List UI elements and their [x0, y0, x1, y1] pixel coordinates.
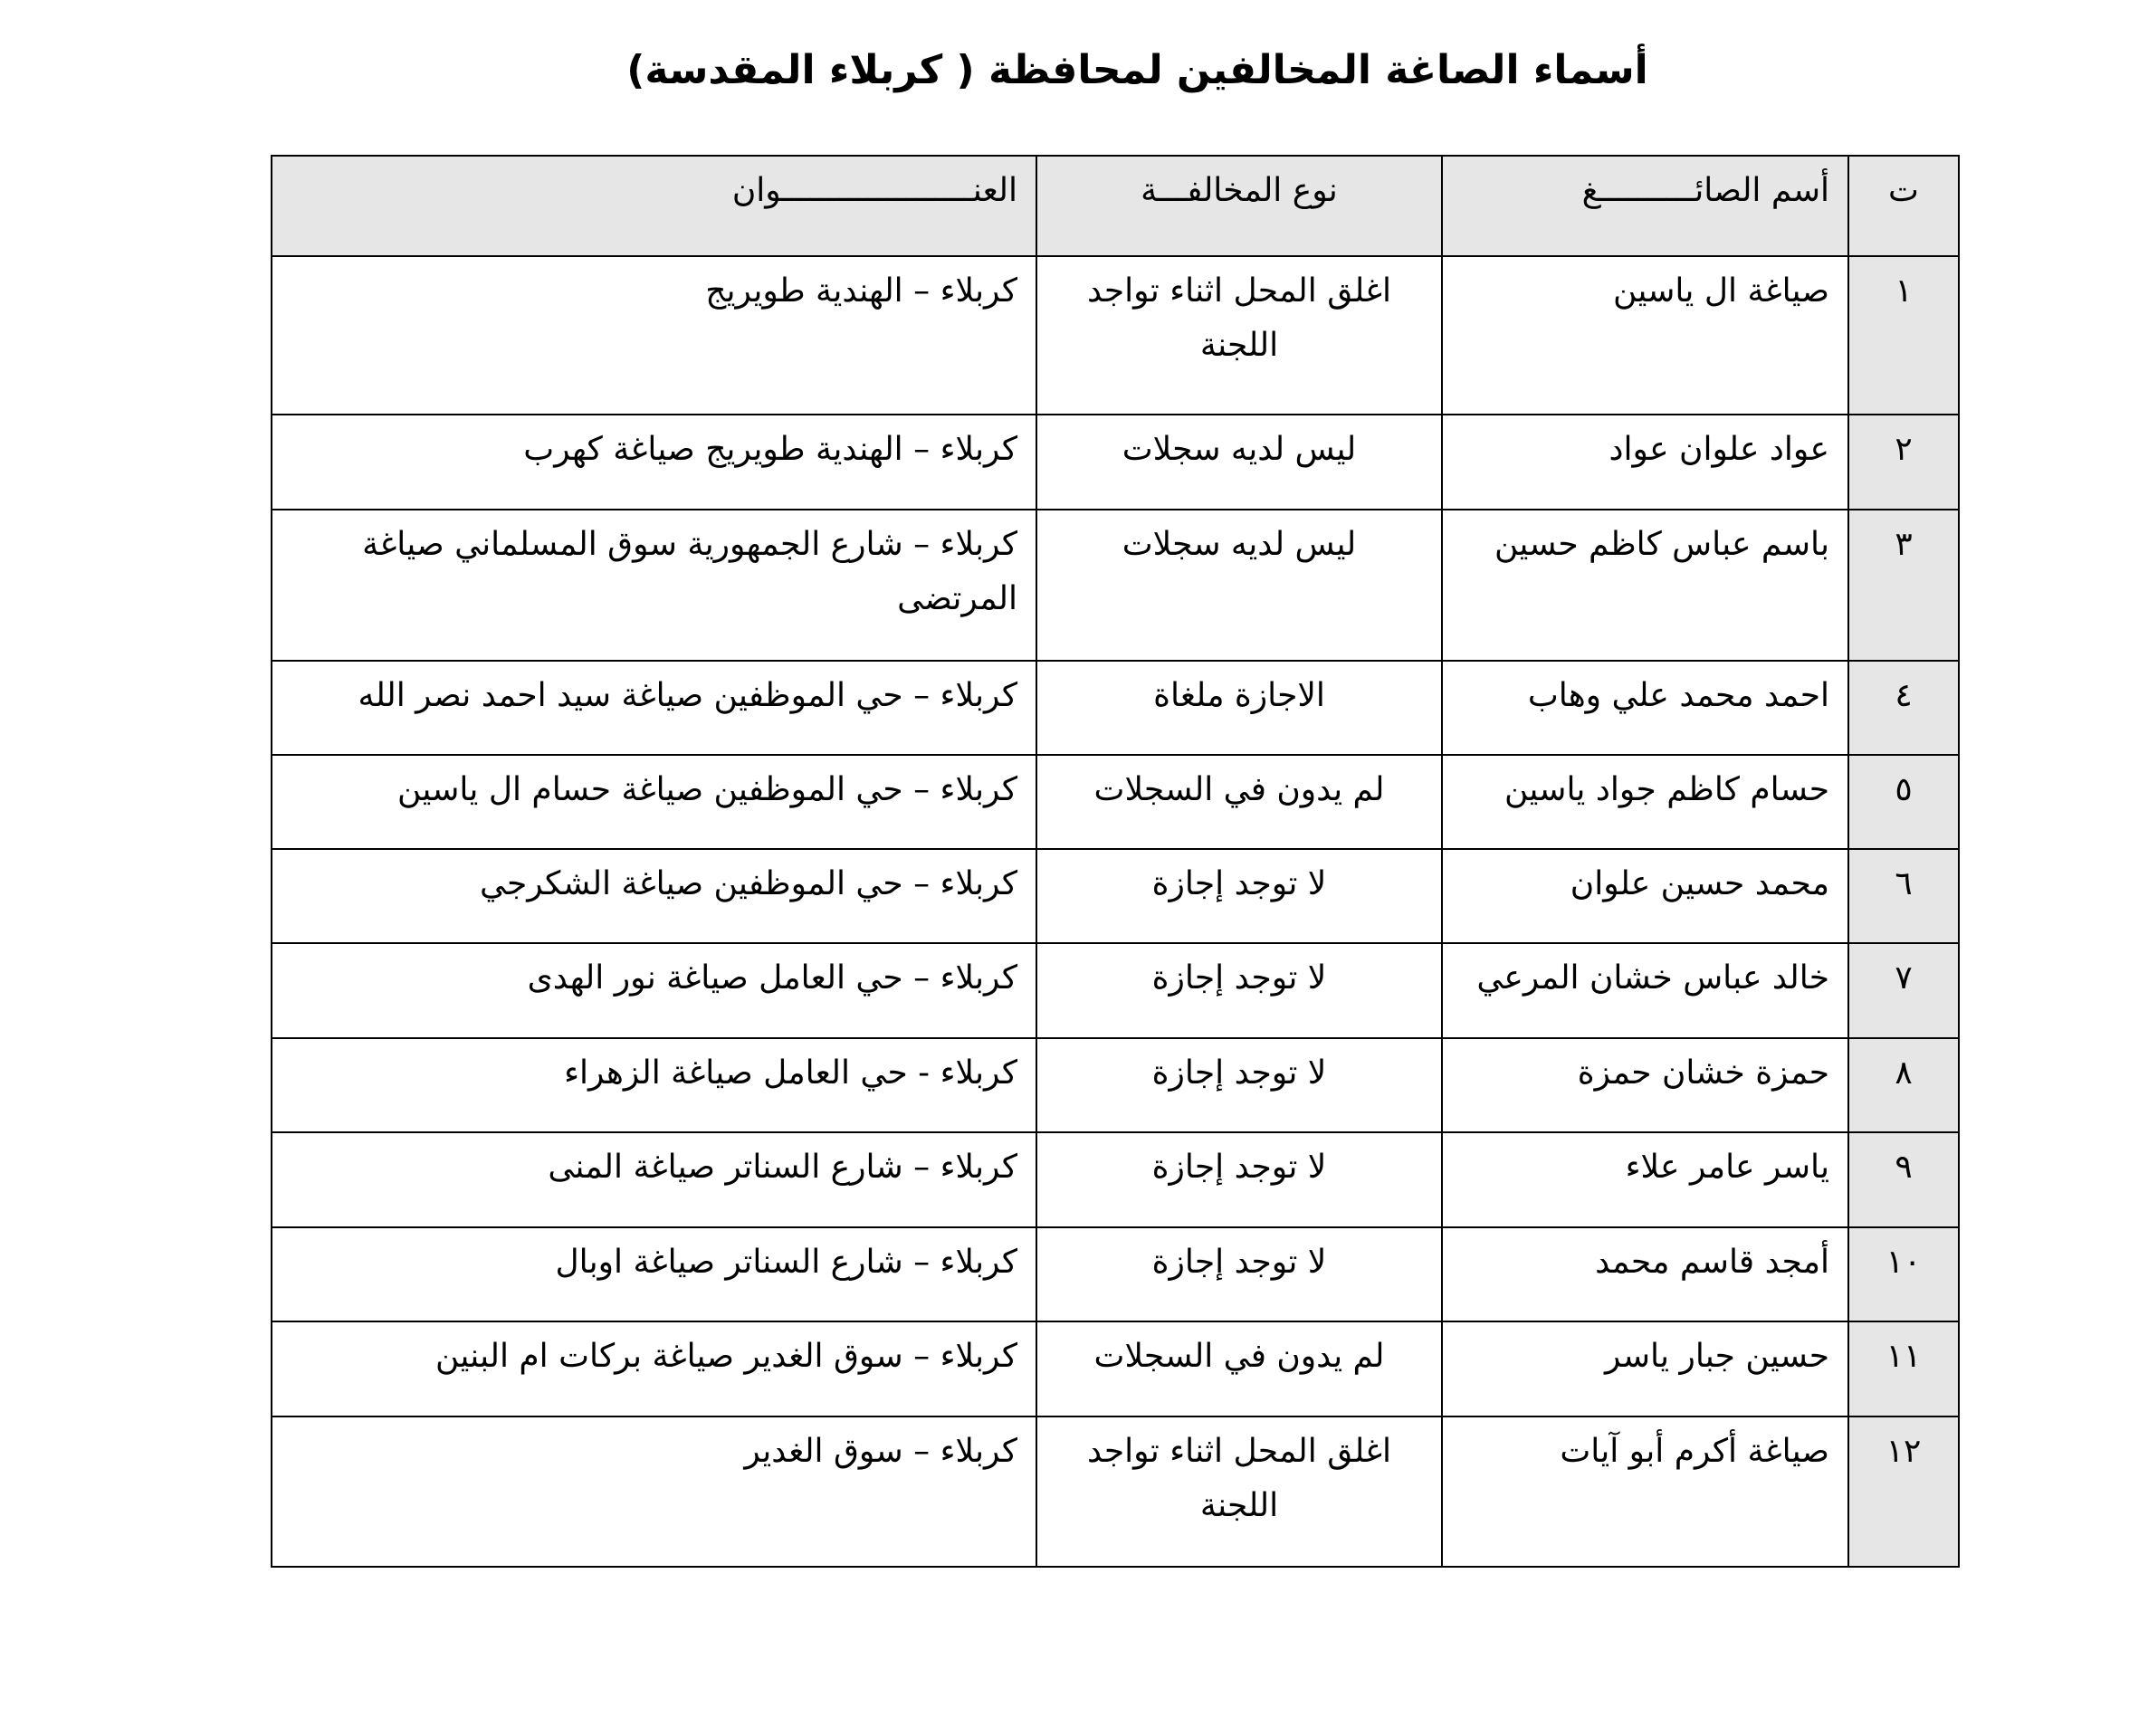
row-name: حسام كاظم جواد ياسين	[1442, 755, 1848, 849]
row-type: لا توجد إجازة	[1036, 1227, 1442, 1321]
row-num: ٩	[1848, 1132, 1959, 1227]
table-row	[272, 1321, 1959, 1416]
row-address: كربلاء – الهندية طويريج صياغة كهرب	[272, 415, 1036, 510]
table-row	[272, 755, 1959, 849]
row-num: ١	[1848, 256, 1959, 415]
row-name: باسم عباس كاظم حسين	[1442, 510, 1848, 661]
row-type: اغلق المحل اثناء تواجد اللجنة	[1036, 1416, 1442, 1567]
row-num: ١٢	[1848, 1416, 1959, 1567]
row-num: ٦	[1848, 849, 1959, 943]
row-address: كربلاء – شارع الجمهورية سوق المسلماني صياغة المرتضى	[272, 510, 1036, 661]
row-type: ليس لديه سجلات	[1036, 510, 1442, 661]
row-name: ياسر عامر علاء	[1442, 1132, 1848, 1227]
header-type: نوع المخالفـــة	[1036, 156, 1442, 256]
table-row	[272, 415, 1959, 510]
header-address: العنــــــــــــــــــــوان	[272, 156, 1036, 256]
row-num: ٢	[1848, 415, 1959, 510]
row-address: كربلاء – سوق الغدير صياغة بركات ام البنين	[272, 1321, 1036, 1416]
table-row	[272, 510, 1959, 661]
row-name: احمد محمد علي وهاب	[1442, 661, 1848, 755]
row-num: ١٠	[1848, 1227, 1959, 1321]
row-name: حسين جبار ياسر	[1442, 1321, 1848, 1416]
violations-table	[271, 155, 1960, 1568]
page-title: أسماء الصاغة المخالفين لمحافظة ( كربلاء المقدسة)	[626, 47, 1648, 93]
row-num: ٧	[1848, 943, 1959, 1038]
row-num: ٣	[1848, 510, 1959, 661]
row-type: لا توجد إجازة	[1036, 849, 1442, 943]
row-name: حمزة خشان حمزة	[1442, 1038, 1848, 1132]
row-num: ٥	[1848, 755, 1959, 849]
table-row	[272, 256, 1959, 415]
row-type: لم يدون في السجلات	[1036, 1321, 1442, 1416]
row-name: عواد علوان عواد	[1442, 415, 1848, 510]
table-row	[272, 661, 1959, 755]
table-row	[272, 1038, 1959, 1132]
row-type: لا توجد إجازة	[1036, 1132, 1442, 1227]
table-row	[272, 1132, 1959, 1227]
row-address: كربلاء – حي الموظفين صياغة سيد احمد نصر الله	[272, 661, 1036, 755]
row-address: كربلاء - حي العامل صياغة الزهراء	[272, 1038, 1036, 1132]
row-type: لم يدون في السجلات	[1036, 755, 1442, 849]
row-num: ١١	[1848, 1321, 1959, 1416]
table-row	[272, 1416, 1959, 1567]
table-header-row	[272, 156, 1959, 256]
row-address: كربلاء – حي الموظفين صياغة الشكرجي	[272, 849, 1036, 943]
row-name: محمد حسين علوان	[1442, 849, 1848, 943]
row-num: ٨	[1848, 1038, 1959, 1132]
row-num: ٤	[1848, 661, 1959, 755]
table-row	[272, 943, 1959, 1038]
table-row	[272, 1227, 1959, 1321]
row-address: كربلاء – سوق الغدير	[272, 1416, 1036, 1567]
row-name: صياغة ال ياسين	[1442, 256, 1848, 415]
row-name: صياغة أكرم أبو آيات	[1442, 1416, 1848, 1567]
table-row	[272, 849, 1959, 943]
row-type: لا توجد إجازة	[1036, 1038, 1442, 1132]
row-type: لا توجد إجازة	[1036, 943, 1442, 1038]
row-type: اغلق المحل اثناء تواجد اللجنة	[1036, 256, 1442, 415]
row-address: كربلاء – الهندية طويريج	[272, 256, 1036, 415]
row-address: كربلاء – شارع السناتر صياغة المنى	[272, 1132, 1036, 1227]
row-address: كربلاء – حي العامل صياغة نور الهدى	[272, 943, 1036, 1038]
header-name: أسم الصائــــــــــغ	[1442, 156, 1848, 256]
row-address: كربلاء – حي الموظفين صياغة حسام ال ياسين	[272, 755, 1036, 849]
row-type: ليس لديه سجلات	[1036, 415, 1442, 510]
row-type: الاجازة ملغاة	[1036, 661, 1442, 755]
row-name: خالد عباس خشان المرعي	[1442, 943, 1848, 1038]
row-name: أمجد قاسم محمد	[1442, 1227, 1848, 1321]
header-num: ت	[1848, 156, 1959, 256]
row-address: كربلاء – شارع السناتر صياغة اوبال	[272, 1227, 1036, 1321]
